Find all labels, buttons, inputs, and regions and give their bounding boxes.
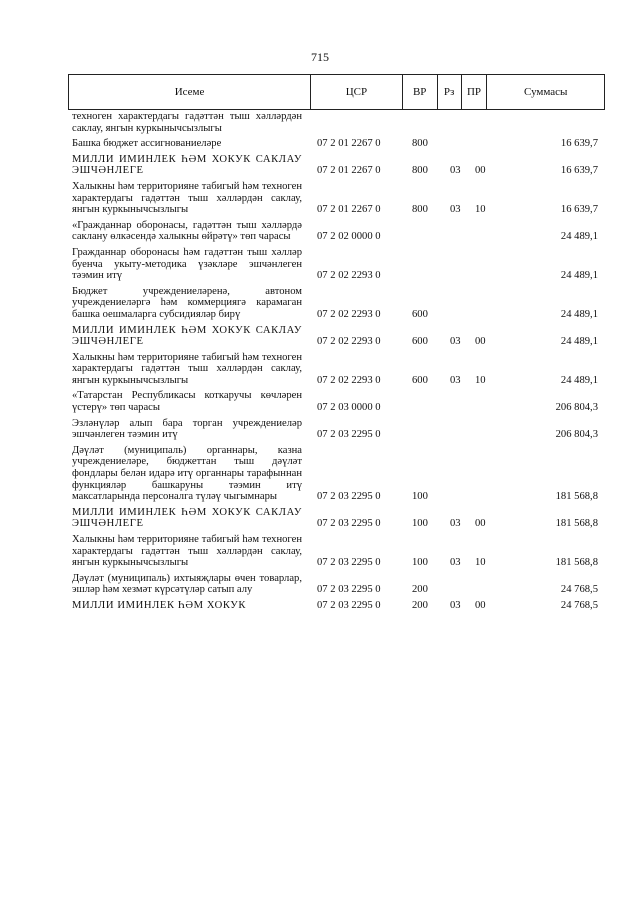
row-rz: 03: [450, 557, 461, 569]
table-header: [68, 74, 605, 110]
row-vr: 800: [412, 138, 428, 150]
row-csr: 07 2 03 2295 0: [317, 599, 381, 611]
row-vr: 100: [412, 518, 428, 530]
row-csr: 07 2 01 2267 0: [317, 165, 381, 177]
row-pr: 00: [475, 165, 486, 177]
row-pr: 00: [475, 518, 486, 530]
row-csr: 07 2 02 2293 0: [317, 336, 381, 348]
header-rz: Рз: [437, 75, 461, 109]
row-sum: 24 489,1: [560, 270, 598, 282]
table-row: [72, 325, 600, 348]
row-csr: 07 2 03 2295 0: [317, 429, 381, 441]
row-name: Эзләнүләр алып бара торган учреждениеләр эшчәнлеген тәэмин итү: [72, 417, 302, 441]
header-sum: Суммасы: [486, 75, 604, 109]
row-rz: 03: [450, 518, 461, 530]
row-name: Дәүләт (муниципаль) органнары, казна учреждениеләре, бюджеттан тыш дәүләт фондлары белән идарә итү органнары тарафыннан функцияләр башкаруны тәэмин итү максатларында персоналга түләү чыгымнары: [72, 444, 302, 503]
row-vr: 200: [412, 584, 428, 596]
header-name: Исеме: [174, 86, 205, 98]
row-rz: 03: [450, 374, 461, 386]
table-row: [72, 138, 600, 150]
row-csr: 07 2 02 2293 0: [317, 308, 381, 320]
row-rz: 03: [450, 336, 461, 348]
row-csr: 07 2 03 2295 0: [317, 491, 381, 503]
row-csr: 07 2 03 2295 0: [317, 518, 381, 530]
row-csr: 07 2 02 2293 0: [317, 270, 381, 282]
row-name: Халыкны һәм территорияне табигый һәм техноген характердагы гадәттән тыш хәлләрдән саклау, янгын куркынычсызлыгы: [72, 534, 302, 569]
table-row: [72, 534, 600, 569]
row-csr: 07 2 02 2293 0: [317, 374, 381, 386]
row-rz: 03: [450, 204, 461, 216]
table-body: [72, 111, 600, 616]
row-name: Башка бюджет ассигнованиеләре: [72, 138, 222, 150]
row-csr: 07 2 03 0000 0: [317, 402, 381, 414]
row-vr: 600: [412, 308, 428, 320]
table-row: [72, 600, 600, 612]
row-pr: 10: [475, 204, 486, 216]
row-sum: 16 639,7: [560, 138, 598, 150]
row-sum: 181 568,8: [555, 557, 598, 569]
row-vr: 100: [412, 491, 428, 503]
row-vr: 800: [412, 204, 428, 216]
table-row: [72, 154, 600, 177]
row-pr: 10: [475, 557, 486, 569]
table-row: [72, 111, 600, 134]
header-csr: ЦСР: [310, 75, 402, 109]
row-sum: 24 489,1: [560, 374, 598, 386]
table-row: [72, 445, 600, 503]
row-sum: 16 639,7: [560, 204, 598, 216]
row-vr: 200: [412, 599, 428, 611]
row-sum: 181 568,8: [555, 491, 598, 503]
header-vr: ВР: [402, 75, 437, 109]
table-row: [72, 390, 600, 413]
row-pr: 10: [475, 374, 486, 386]
row-name: Халыкны һәм территорияне табигый һәм техноген характердагы гадәттән тыш хәлләрдән саклау, янгын куркынычсызлыгы: [72, 180, 302, 216]
row-sum: 24 768,5: [560, 599, 598, 611]
table-row: [72, 418, 600, 441]
table-row: [72, 573, 600, 596]
row-csr: 07 2 01 2267 0: [317, 138, 381, 150]
row-vr: 600: [412, 336, 428, 348]
row-csr: 07 2 02 0000 0: [317, 231, 381, 243]
table-row: [72, 286, 600, 321]
table-row: [72, 507, 600, 530]
row-sum: 24 489,1: [560, 231, 598, 243]
row-csr: 07 2 03 2295 0: [317, 584, 381, 596]
row-sum: 206 804,3: [555, 429, 598, 441]
table-row: [72, 220, 600, 243]
row-rz: 03: [450, 165, 461, 177]
table-row: [72, 352, 600, 387]
row-csr: 07 2 01 2267 0: [317, 204, 381, 216]
row-sum: 24 768,5: [560, 584, 598, 596]
row-name: Халыкны һәм территорияне табигый һәм техноген характердагы гадәттән тыш хәлләрдән саклау, янгын куркынычсызлыгы: [72, 351, 302, 386]
row-name: МИЛЛИ ИМИНЛЕК ҺӘМ ХОКУК САКЛАУ ЭШЧӘНЛЕГЕ: [72, 506, 302, 530]
row-pr: 00: [475, 599, 486, 611]
row-name: техноген характердагы гадәттән тыш хәлләрдән саклау, янгын куркынычсызлыгы: [72, 111, 302, 134]
row-name: «Татарстан Республикасы коткаручы көчләрен үстерү» төп чарасы: [72, 390, 302, 414]
header-pr: ПР: [461, 75, 487, 109]
row-csr: 07 2 03 2295 0: [317, 557, 381, 569]
row-vr: 600: [412, 374, 428, 386]
row-name: Бюджет учреждениеләренә, автоном учреждениеләргә һәм коммерциягә карамаган башка оешмаларга субсидияләр бирү: [72, 285, 302, 320]
row-sum: 181 568,8: [555, 518, 598, 530]
row-name: МИЛЛИ ИМИНЛЕК ҺӘМ ХОКУК САКЛАУ ЭШЧӘНЛЕГЕ: [72, 153, 302, 177]
row-name: Дәүләт (муниципаль) ихтыяҗлары өчен товарлар, эшләр һәм хезмәт күрсәтүләр сатып алу: [72, 572, 302, 596]
row-rz: 03: [450, 599, 461, 611]
row-name: МИЛЛИ ИМИНЛЕК ҺӘМ ХОКУК: [72, 599, 247, 611]
row-sum: 206 804,3: [555, 402, 598, 414]
row-vr: 800: [412, 165, 428, 177]
row-sum: 24 489,1: [560, 336, 598, 348]
table-row: [72, 181, 600, 216]
row-name: «Гражданнар оборонасы, гадәттән тыш хәлләрдә саклану өлкәсендә халыкны өйрәтү» төп чарасы: [72, 219, 302, 243]
table-row: [72, 247, 600, 282]
row-sum: 16 639,7: [560, 165, 598, 177]
row-name: МИЛЛИ ИМИНЛЕК ҺӘМ ХОКУК САКЛАУ ЭШЧӘНЛЕГЕ: [72, 324, 302, 348]
row-sum: 24 489,1: [560, 308, 598, 320]
page-number: 715: [311, 50, 329, 64]
row-pr: 00: [475, 336, 486, 348]
row-name: Гражданнар оборонасы һәм гадәттән тыш хәлләр буенча укыту-методика үзәкләре эшчәнлеген тәэмин итү: [72, 246, 302, 282]
row-vr: 100: [412, 557, 428, 569]
